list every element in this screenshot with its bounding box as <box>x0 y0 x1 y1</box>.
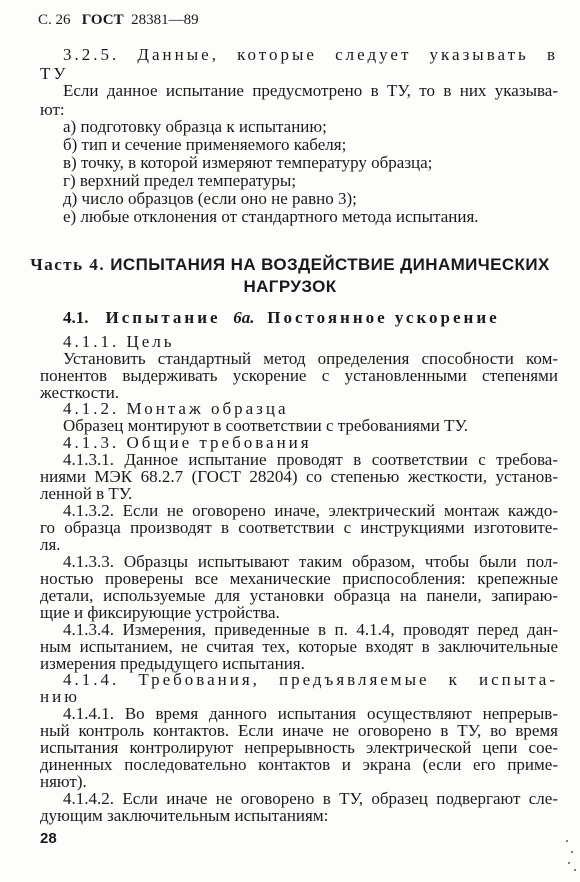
section-4-1-4-heading: 4.1.4. Требования, предъявляемые к испыта- <box>63 670 558 689</box>
section-4-1-2-heading: 4.1.2. Монтаж образца <box>63 399 289 418</box>
section-4-1-title-c: Постоянное ускорение <box>267 308 500 327</box>
paragraph-line: щие и фиксирующие устройства. <box>40 603 280 622</box>
paragraph-line: понентов выдерживать ускорение с установленными степенями <box>40 366 558 385</box>
part-4-title-line2: НАГРУЗОК <box>243 277 337 296</box>
paragraph-line: 4.1.3.4. Измерения, приведенные в п. 4.1.4, проводят перед дан- <box>63 620 558 639</box>
paragraph-line: го образца производят в соответствии с инструкциями изготовите- <box>40 518 558 537</box>
paragraph-line: ностью проверены все механические приспособления: крепежные <box>40 569 558 588</box>
paragraph-line: измерения предыдущего испытания. <box>40 654 305 673</box>
section-4-1-title-b: 6а. <box>233 308 255 327</box>
scan-speck <box>574 869 576 871</box>
page-number: 28 <box>40 830 57 847</box>
paragraph-line: 4.1.3.3. Образцы испытывают таким образом, чтобы были пол- <box>63 552 558 571</box>
paragraph-line: ным испытанием, не считая тех, которые входят в заключительные <box>40 637 558 656</box>
paragraph-line: детали, используемые для установки образца на панели, запираю- <box>40 586 558 605</box>
header-standard: ГОСТ <box>81 12 124 28</box>
paragraph-line: испытания контролируют непрерывность электрической цепи сое- <box>40 738 558 757</box>
section-4-1-4-heading-cont: нию <box>40 687 80 706</box>
scan-speck <box>568 862 570 864</box>
paragraph-line: Установить стандартный метод определения способности ком- <box>63 349 558 368</box>
part-4-title-line1: ИСПЫТАНИЯ НА ВОЗДЕЙСТВИЕ ДИНАМИЧЕСКИХ <box>110 255 550 274</box>
list-item: б) тип и сечение применяемого кабеля; <box>63 135 347 154</box>
paragraph-line: няют). <box>40 772 87 791</box>
header-standard-number: 28381—89 <box>131 12 199 28</box>
paragraph-line: 4.1.4.2. Если иначе не оговорено в ТУ, образец подвергают сле- <box>63 789 558 808</box>
paragraph-line: ля. <box>40 535 61 554</box>
list-item: д) число образцов (если оно не равно 3); <box>63 189 357 208</box>
part-4-title <box>0 254 580 276</box>
paragraph-line: 4.1.3.1. Данное испытание проводят в соответствии с требова- <box>63 450 558 469</box>
paragraph-line: Образец монтируют в соответствии с требованиями ТУ. <box>63 416 468 435</box>
paragraph-line: ниями МЭК 68.2.7 (ГОСТ 28204) со степенью жесткости, установ- <box>40 467 558 486</box>
paragraph-line: ленной в ТУ. <box>40 484 133 503</box>
scan-speck <box>571 851 573 853</box>
list-item: а) подготовку образца к испытанию; <box>63 117 327 136</box>
list-item: г) верхний предел температуры; <box>63 171 297 190</box>
section-3-2-5-title-cont: ТУ <box>40 64 69 83</box>
section-3-2-5-title: 3.2.5. Данные, которые следует указывать в <box>63 45 558 64</box>
header-page-prefix: С. 26 <box>38 12 71 28</box>
section-4-1-1-heading: 4.1.1. Цель <box>63 332 175 351</box>
paragraph-line: жесткости. <box>40 383 120 402</box>
scan-speck <box>566 840 568 842</box>
paragraph-line: ный контроль контактов. Если иначе не оговорено в ТУ, во время <box>40 721 558 740</box>
running-header <box>38 10 199 30</box>
paragraph-line: 4.1.3.2. Если не оговорено иначе, электрический монтаж каждо- <box>63 501 558 520</box>
paragraph-line: диненных последовательно контактов и экрана (если его приме- <box>40 755 558 774</box>
section-4-1-3-heading: 4.1.3. Общие требования <box>63 433 312 452</box>
section-4-1-title-a: Испытание <box>105 308 221 327</box>
section-4-1-title <box>63 308 558 328</box>
list-item: в) точку, в которой измеряют температуру образца; <box>63 153 433 172</box>
paragraph-line: 4.1.4.1. Во время данного испытания осуществляют непрерыв- <box>63 704 558 723</box>
list-item: е) любые отклонения от стандартного метода испытания. <box>63 207 479 226</box>
section-3-2-5-intro: Если данное испытание предусмотрено в ТУ, то в них указыва- <box>63 81 558 100</box>
paragraph-line: дующим заключительным испытаниям: <box>40 806 329 825</box>
section-4-1-number: 4.1. <box>63 308 89 327</box>
part-4-prefix: Часть 4. <box>30 255 106 274</box>
section-3-2-5-intro-cont: ют: <box>40 100 65 119</box>
